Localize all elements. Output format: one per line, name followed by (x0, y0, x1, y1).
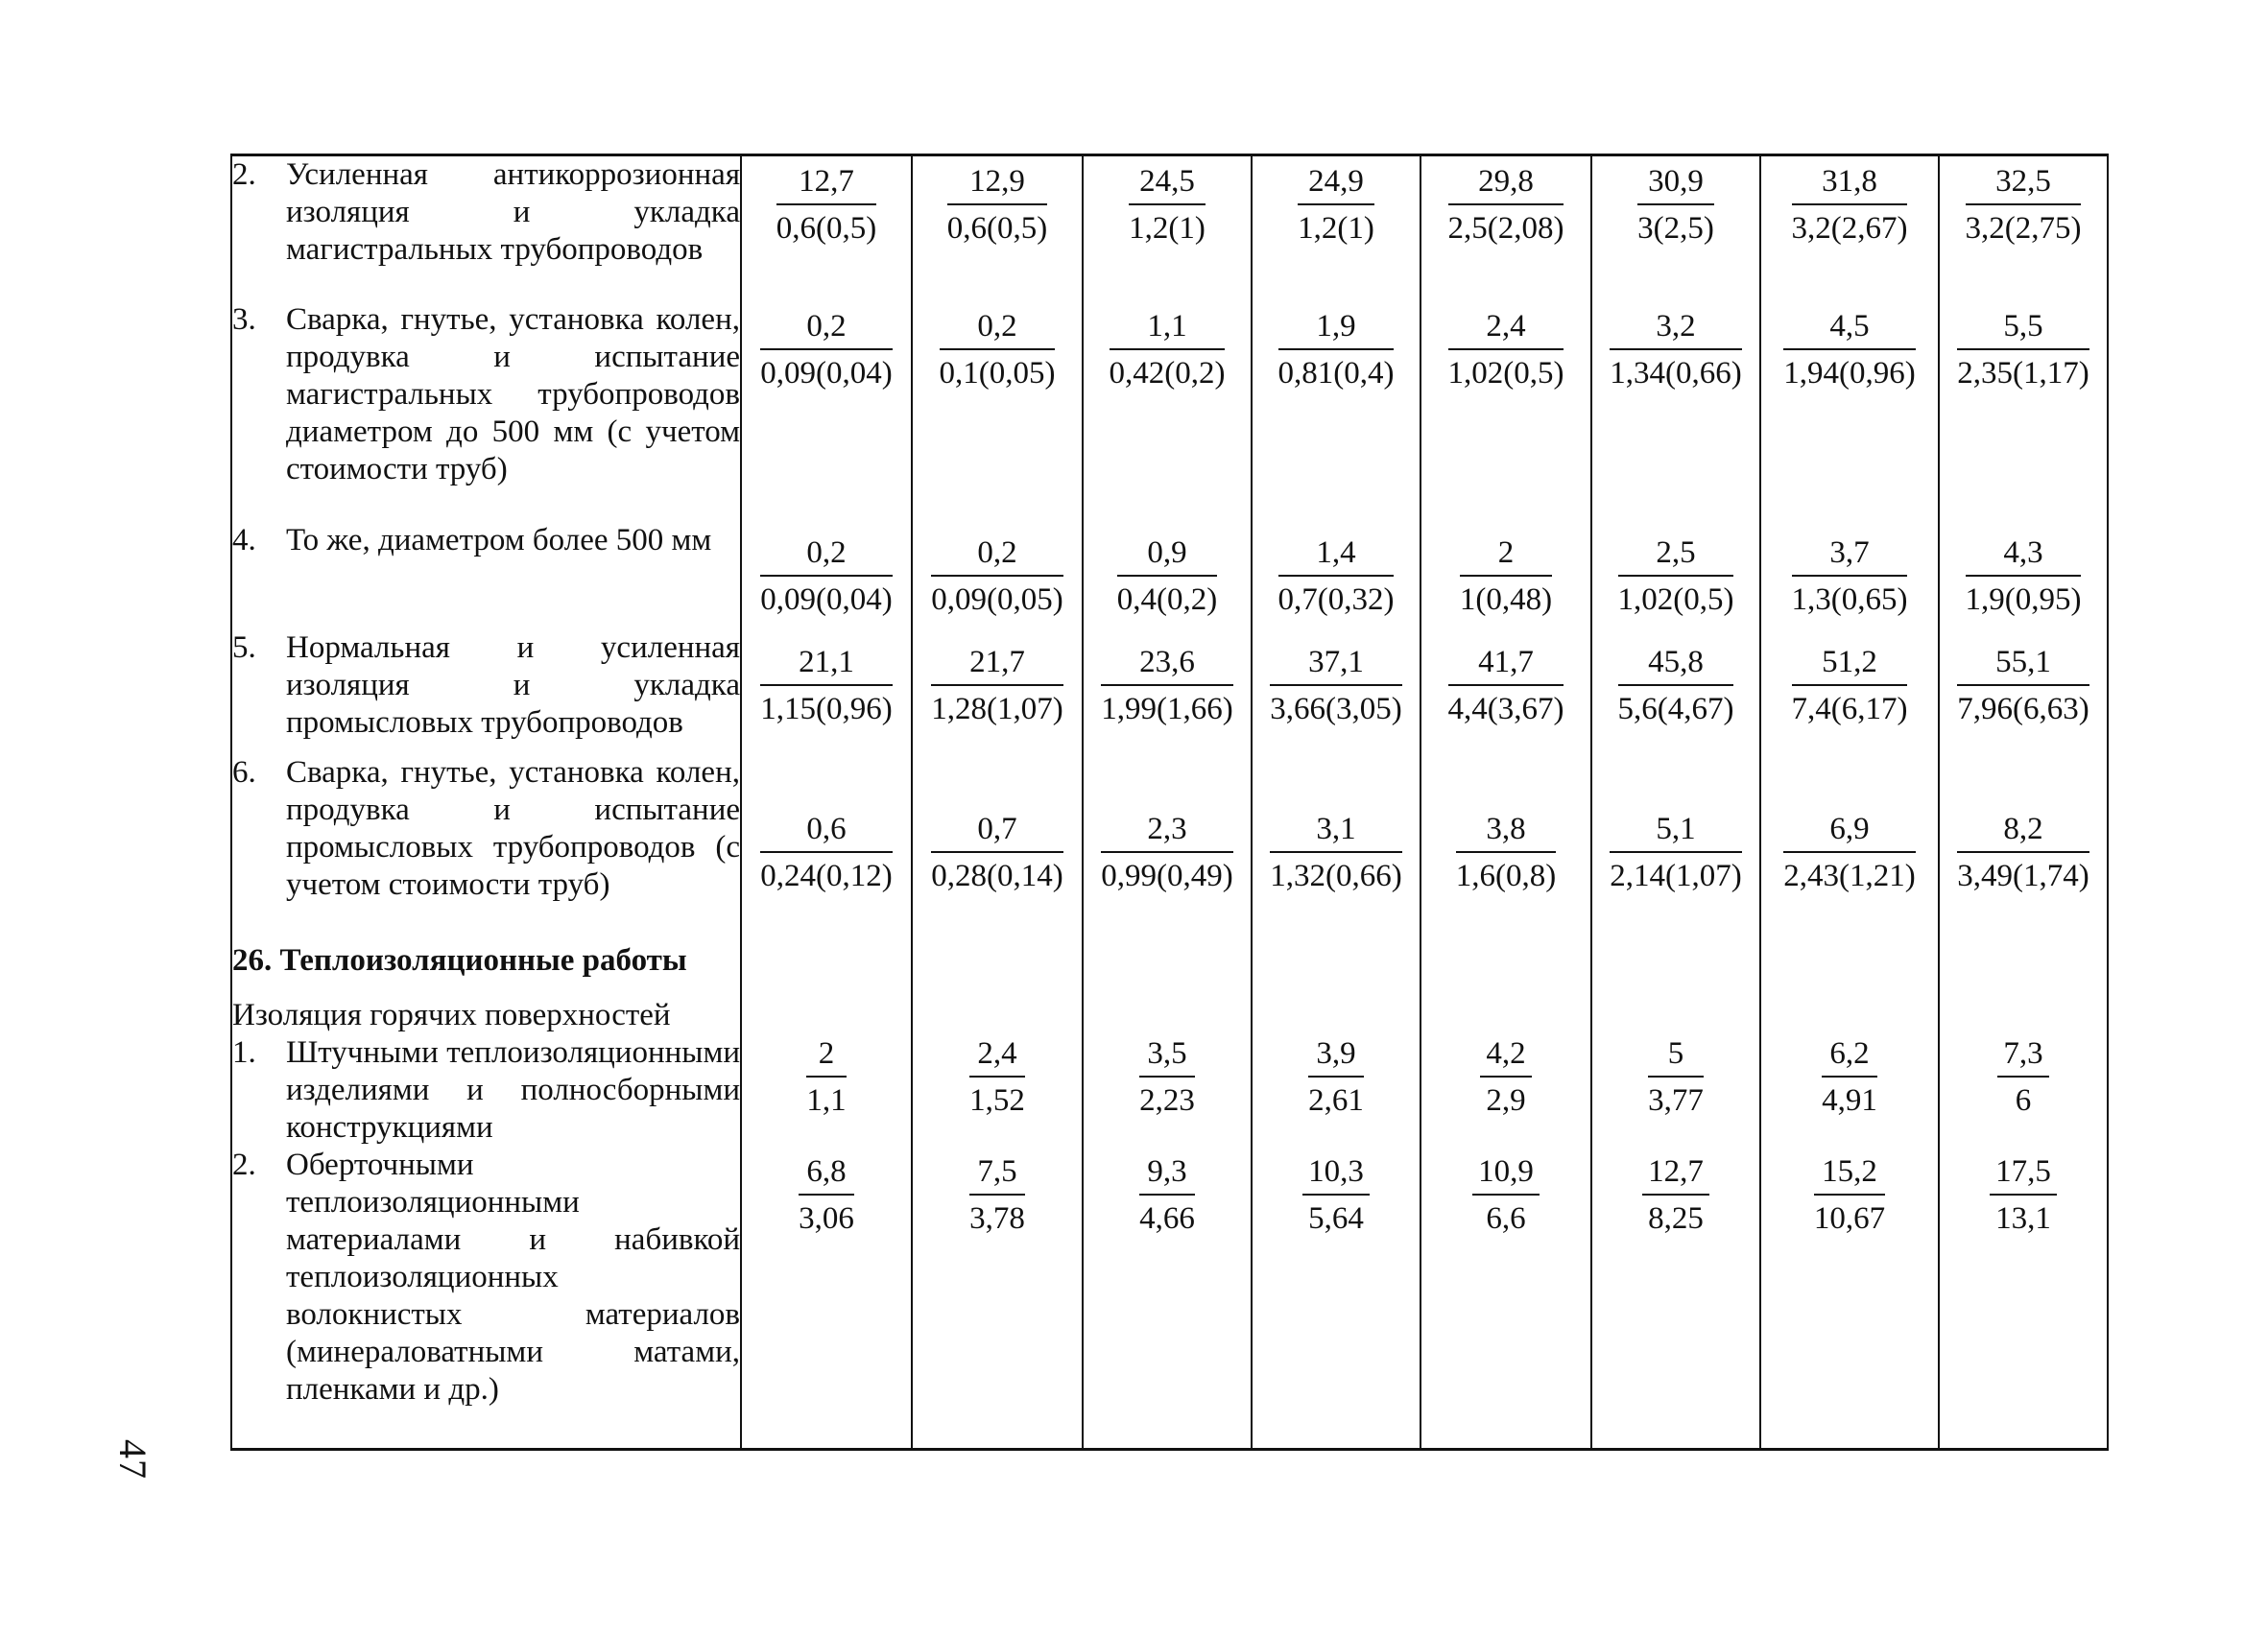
value-bottom: 0,7(0,32) (1277, 581, 1395, 617)
value-top: 21,1 (760, 643, 892, 686)
value-top: 4,2 (1480, 1034, 1531, 1078)
value-bottom: 3,06 (799, 1200, 854, 1236)
value-cell (1939, 301, 2108, 522)
value-top: 4,5 (1783, 307, 1915, 350)
value-bottom: 0,99(0,49) (1101, 858, 1233, 893)
value-top: 12,7 (776, 162, 876, 205)
table-row (231, 629, 2108, 754)
value-fraction (1792, 533, 1908, 619)
value-cell (1252, 155, 1420, 301)
value-bottom: 0,09(0,04) (760, 355, 893, 391)
value-fraction (1792, 643, 1908, 728)
row-text: Усиленная антикоррозионная изоляция и укладка магистральных трубопроводов (286, 157, 740, 267)
value-fraction (806, 1034, 846, 1120)
value-top: 2,4 (1448, 307, 1564, 350)
value-bottom: 0,6(0,5) (946, 211, 1048, 246)
value-fraction (1957, 307, 2089, 392)
value-top: 7,5 (969, 1152, 1025, 1196)
value-fraction (1642, 1152, 1709, 1238)
value-cell (1083, 629, 1252, 754)
row-description (231, 301, 741, 522)
value-bottom: 13,1 (1995, 1200, 2051, 1236)
value-cell (1760, 155, 1939, 301)
value-cell (1591, 754, 1760, 942)
value-fraction (1448, 643, 1564, 728)
value-top: 37,1 (1270, 643, 1401, 686)
value-fraction (1101, 810, 1232, 895)
value-bottom: 4,66 (1139, 1200, 1195, 1236)
row-number: 6. (232, 754, 256, 790)
value-cell (1083, 301, 1252, 522)
value-top: 45,8 (1618, 643, 1734, 686)
row-text: Нормальная и усиленная изоляция и укладка промысловых трубопроводов (286, 629, 740, 740)
value-bottom: 7,4(6,17) (1791, 691, 1908, 726)
value-fraction (1472, 1152, 1540, 1238)
value-fraction (1308, 1034, 1364, 1120)
value-top: 0,2 (760, 533, 892, 577)
value-bottom: 6 (2015, 1082, 2032, 1118)
value-top: 0,9 (1117, 533, 1217, 577)
value-bottom: 1,52 (969, 1082, 1025, 1118)
value-cell (1083, 942, 1252, 1147)
value-bottom: 1,15(0,96) (760, 691, 893, 726)
value-fraction (1610, 307, 1741, 392)
value-fraction (1822, 1034, 1877, 1120)
value-cell (741, 629, 912, 754)
row-item (232, 754, 740, 904)
row-description (231, 942, 741, 1147)
table-row (231, 942, 2108, 1147)
value-bottom: 0,09(0,04) (760, 581, 893, 617)
value-fraction (1448, 307, 1564, 392)
value-cell (1591, 942, 1760, 1147)
value-cell (1591, 301, 1760, 522)
value-fraction (969, 1152, 1025, 1238)
value-top: 0,2 (931, 533, 1062, 577)
value-bottom: 1,02(0,5) (1617, 581, 1734, 617)
value-bottom: 10,67 (1813, 1200, 1886, 1236)
value-fraction (760, 643, 892, 728)
row-description (231, 754, 741, 942)
value-top: 5,5 (1957, 307, 2089, 350)
value-top: 10,9 (1472, 1152, 1540, 1196)
row-text: Сварка, гнутье, установка колен, продувка и испытание промысловых трубопроводов (с учетом стоимости труб) (286, 754, 740, 902)
value-top: 9,3 (1139, 1152, 1195, 1196)
value-cell (1252, 1147, 1420, 1450)
value-fraction (1270, 810, 1401, 895)
value-bottom: 0,09(0,05) (931, 581, 1063, 617)
value-top: 0,6 (760, 810, 892, 853)
value-fraction (1957, 810, 2089, 895)
value-cell (912, 1147, 1083, 1450)
value-fraction (1990, 1152, 2057, 1238)
value-bottom: 0,81(0,4) (1277, 355, 1395, 391)
value-cell (1939, 1147, 2108, 1450)
value-top: 15,2 (1814, 1152, 1885, 1196)
value-cell (1939, 942, 2108, 1147)
value-cell (1420, 754, 1591, 942)
value-bottom: 3,2(2,75) (1965, 211, 2082, 246)
value-bottom: 5,64 (1308, 1200, 1364, 1236)
value-top: 17,5 (1990, 1152, 2057, 1196)
value-bottom: 5,6(4,67) (1617, 691, 1734, 726)
value-bottom: 3(2,5) (1637, 211, 1714, 246)
value-cell (912, 522, 1083, 629)
value-top: 4,3 (1966, 533, 2082, 577)
value-cell (1420, 522, 1591, 629)
value-cell (1420, 1147, 1591, 1450)
value-top: 41,7 (1448, 643, 1564, 686)
value-top: 24,5 (1129, 162, 1206, 205)
value-cell (1760, 1147, 1939, 1450)
section-title: 26. Теплоизоляционные работы (232, 942, 687, 978)
value-top: 8,2 (1957, 810, 2089, 853)
value-cell (1252, 522, 1420, 629)
value-top: 2 (806, 1034, 846, 1078)
value-bottom: 0,24(0,12) (760, 858, 893, 893)
value-top: 3,8 (1456, 810, 1556, 853)
value-top: 32,5 (1966, 162, 2082, 205)
row-description (231, 629, 741, 754)
value-top: 29,8 (1448, 162, 1564, 205)
row-item (232, 1034, 740, 1147)
row-item (232, 301, 740, 488)
value-fraction (1792, 162, 1908, 248)
section-subheading: Изоляция горячих поверхностей (232, 997, 671, 1032)
value-top: 6,2 (1822, 1034, 1877, 1078)
value-fraction (1460, 533, 1552, 619)
value-top: 10,3 (1302, 1152, 1370, 1196)
value-top: 3,9 (1308, 1034, 1364, 1078)
value-top: 5,1 (1610, 810, 1741, 853)
value-top: 0,7 (931, 810, 1062, 853)
value-fraction (1997, 1034, 2048, 1120)
value-cell (1420, 301, 1591, 522)
table-row (231, 754, 2108, 942)
value-bottom: 2,14(1,07) (1610, 858, 1742, 893)
value-bottom: 0,42(0,2) (1109, 355, 1226, 391)
value-top: 55,1 (1957, 643, 2089, 686)
table-row (231, 1147, 2108, 1450)
value-bottom: 1,28(1,07) (931, 691, 1063, 726)
value-fraction (1270, 643, 1401, 728)
value-fraction (1448, 162, 1564, 248)
value-fraction (1637, 162, 1714, 248)
value-cell (912, 942, 1083, 1147)
value-top: 3,2 (1610, 307, 1741, 350)
value-cell (912, 754, 1083, 942)
value-fraction (1110, 307, 1226, 392)
value-fraction (1302, 1152, 1370, 1238)
row-text: Сварка, гнутье, установка колен, продувка и испытание магистральных трубопроводов диаметром до 500 мм (с учетом стоимости труб) (286, 301, 740, 486)
value-fraction (1480, 1034, 1531, 1120)
row-item (232, 629, 740, 742)
value-top: 23,6 (1101, 643, 1232, 686)
value-top: 3,5 (1139, 1034, 1195, 1078)
row-number: 4. (232, 522, 256, 557)
row-number: 2. (232, 1147, 256, 1182)
value-cell (1939, 629, 2108, 754)
value-bottom: 3,66(3,05) (1270, 691, 1402, 726)
value-fraction (1648, 1034, 1704, 1120)
value-top: 1,4 (1278, 533, 1395, 577)
value-bottom: 2,35(1,17) (1957, 355, 2089, 391)
value-bottom: 7,96(6,63) (1957, 691, 2089, 726)
value-bottom: 1,9(0,95) (1965, 581, 2082, 617)
row-item (232, 522, 740, 559)
table-row (231, 522, 2108, 629)
value-fraction (1618, 643, 1734, 728)
value-top: 12,9 (947, 162, 1047, 205)
value-bottom: 2,5(2,08) (1447, 211, 1564, 246)
value-cell (1760, 301, 1939, 522)
value-bottom: 3,2(2,67) (1791, 211, 1908, 246)
value-cell (1939, 522, 2108, 629)
norms-table (230, 154, 2109, 1451)
value-bottom: 0,4(0,2) (1116, 581, 1218, 617)
value-fraction (1278, 533, 1395, 619)
value-cell (1939, 754, 2108, 942)
value-fraction (1298, 162, 1374, 248)
table-row (231, 301, 2108, 522)
value-bottom: 1,94(0,96) (1783, 355, 1916, 391)
row-number: 1. (232, 1034, 256, 1070)
value-cell (1252, 629, 1420, 754)
row-number: 3. (232, 301, 256, 337)
value-cell (1760, 754, 1939, 942)
value-cell (741, 754, 912, 942)
value-fraction (1139, 1152, 1195, 1238)
row-description (231, 522, 741, 629)
row-description (231, 1147, 741, 1450)
value-top: 30,9 (1637, 162, 1714, 205)
value-bottom: 1,1 (806, 1082, 847, 1118)
row-text: То же, диаметром более 500 мм (286, 522, 712, 557)
value-top: 7,3 (1997, 1034, 2048, 1078)
value-bottom: 1,6(0,8) (1455, 858, 1557, 893)
value-bottom: 3,77 (1648, 1082, 1704, 1118)
value-cell (1760, 522, 1939, 629)
value-top: 0,2 (940, 307, 1056, 350)
value-cell (1760, 629, 1939, 754)
value-bottom: 6,6 (1486, 1200, 1526, 1236)
value-cell (1939, 155, 2108, 301)
value-fraction (940, 307, 1056, 392)
page-number: 47 (111, 1439, 155, 1480)
value-cell (912, 301, 1083, 522)
value-top: 0,2 (760, 307, 892, 350)
value-cell (912, 629, 1083, 754)
value-fraction (931, 810, 1062, 895)
table-row (231, 155, 2108, 301)
value-fraction (1456, 810, 1556, 895)
value-bottom: 1,2(1) (1129, 211, 1206, 246)
value-cell (1083, 1147, 1252, 1450)
value-fraction (1129, 162, 1206, 248)
value-bottom: 0,28(0,14) (931, 858, 1063, 893)
value-top: 5 (1648, 1034, 1704, 1078)
value-bottom: 2,9 (1486, 1082, 1526, 1118)
value-bottom: 2,43(1,21) (1783, 858, 1916, 893)
value-fraction (947, 162, 1047, 248)
row-description (231, 155, 741, 301)
value-top: 24,9 (1298, 162, 1374, 205)
row-text: Штучными теплоизоляционными изделиями и полносборными конструкциями (286, 1034, 740, 1145)
value-fraction (760, 810, 892, 895)
row-text: Оберточными теплоизоляционными материалами и набивкой теплоизоляционных волокнистых материалов (минераловатными матами, пленками и др.) (286, 1147, 740, 1407)
value-fraction (776, 162, 876, 248)
value-cell (1591, 629, 1760, 754)
value-cell (741, 522, 912, 629)
value-fraction (1783, 307, 1915, 392)
value-cell (741, 1147, 912, 1450)
value-bottom: 2,61 (1308, 1082, 1364, 1118)
value-fraction (1957, 643, 2089, 728)
table-body (231, 155, 2108, 1450)
value-bottom: 1,32(0,66) (1270, 858, 1402, 893)
value-bottom: 2,23 (1139, 1082, 1195, 1118)
value-cell (1083, 754, 1252, 942)
value-fraction (1966, 162, 2082, 248)
value-cell (912, 155, 1083, 301)
value-cell (741, 301, 912, 522)
value-fraction (1618, 533, 1734, 619)
value-fraction (1278, 307, 1395, 392)
value-cell (1252, 301, 1420, 522)
row-number: 2. (232, 157, 256, 192)
value-bottom: 3,49(1,74) (1957, 858, 2089, 893)
value-bottom: 1(0,48) (1459, 581, 1553, 617)
value-cell (1252, 754, 1420, 942)
value-top: 2,4 (969, 1034, 1025, 1078)
value-fraction (931, 643, 1062, 728)
value-top: 12,7 (1642, 1152, 1709, 1196)
value-bottom: 1,99(1,66) (1101, 691, 1233, 726)
value-top: 2,3 (1101, 810, 1232, 853)
value-fraction (1117, 533, 1217, 619)
value-bottom: 8,25 (1648, 1200, 1704, 1236)
value-cell (1591, 155, 1760, 301)
value-fraction (1610, 810, 1741, 895)
value-cell (1591, 522, 1760, 629)
value-fraction (1101, 643, 1232, 728)
value-fraction (931, 533, 1062, 619)
value-top: 6,9 (1783, 810, 1915, 853)
value-bottom: 0,6(0,5) (776, 211, 877, 246)
value-cell (1083, 155, 1252, 301)
value-top: 2 (1460, 533, 1552, 577)
value-fraction (799, 1152, 854, 1238)
value-top: 21,7 (931, 643, 1062, 686)
value-bottom: 1,3(0,65) (1791, 581, 1908, 617)
value-cell (1760, 942, 1939, 1147)
value-fraction (1966, 533, 2082, 619)
value-top: 1,9 (1278, 307, 1395, 350)
value-cell (1591, 1147, 1760, 1450)
value-top: 6,8 (799, 1152, 854, 1196)
value-bottom: 1,2(1) (1298, 211, 1374, 246)
row-number: 5. (232, 629, 256, 665)
value-fraction (1814, 1152, 1885, 1238)
row-item (232, 1147, 740, 1409)
value-top: 51,2 (1792, 643, 1908, 686)
value-cell (1420, 629, 1591, 754)
value-cell (1083, 522, 1252, 629)
value-fraction (760, 307, 892, 392)
value-top: 1,1 (1110, 307, 1226, 350)
row-item (232, 156, 740, 269)
value-fraction (969, 1034, 1025, 1120)
value-cell (1420, 942, 1591, 1147)
value-fraction (1139, 1034, 1195, 1120)
value-top: 2,5 (1618, 533, 1734, 577)
value-top: 31,8 (1792, 162, 1908, 205)
value-top: 3,7 (1792, 533, 1908, 577)
value-cell (741, 155, 912, 301)
value-fraction (760, 533, 892, 619)
value-fraction (1783, 810, 1915, 895)
value-bottom: 1,34(0,66) (1610, 355, 1742, 391)
value-top: 3,1 (1270, 810, 1401, 853)
value-bottom: 3,78 (969, 1200, 1025, 1236)
value-bottom: 4,91 (1822, 1082, 1877, 1118)
value-bottom: 4,4(3,67) (1447, 691, 1564, 726)
value-cell (741, 942, 912, 1147)
value-cell (1420, 155, 1591, 301)
value-cell (1252, 942, 1420, 1147)
value-bottom: 0,1(0,05) (939, 355, 1056, 391)
value-bottom: 1,02(0,5) (1447, 355, 1564, 391)
